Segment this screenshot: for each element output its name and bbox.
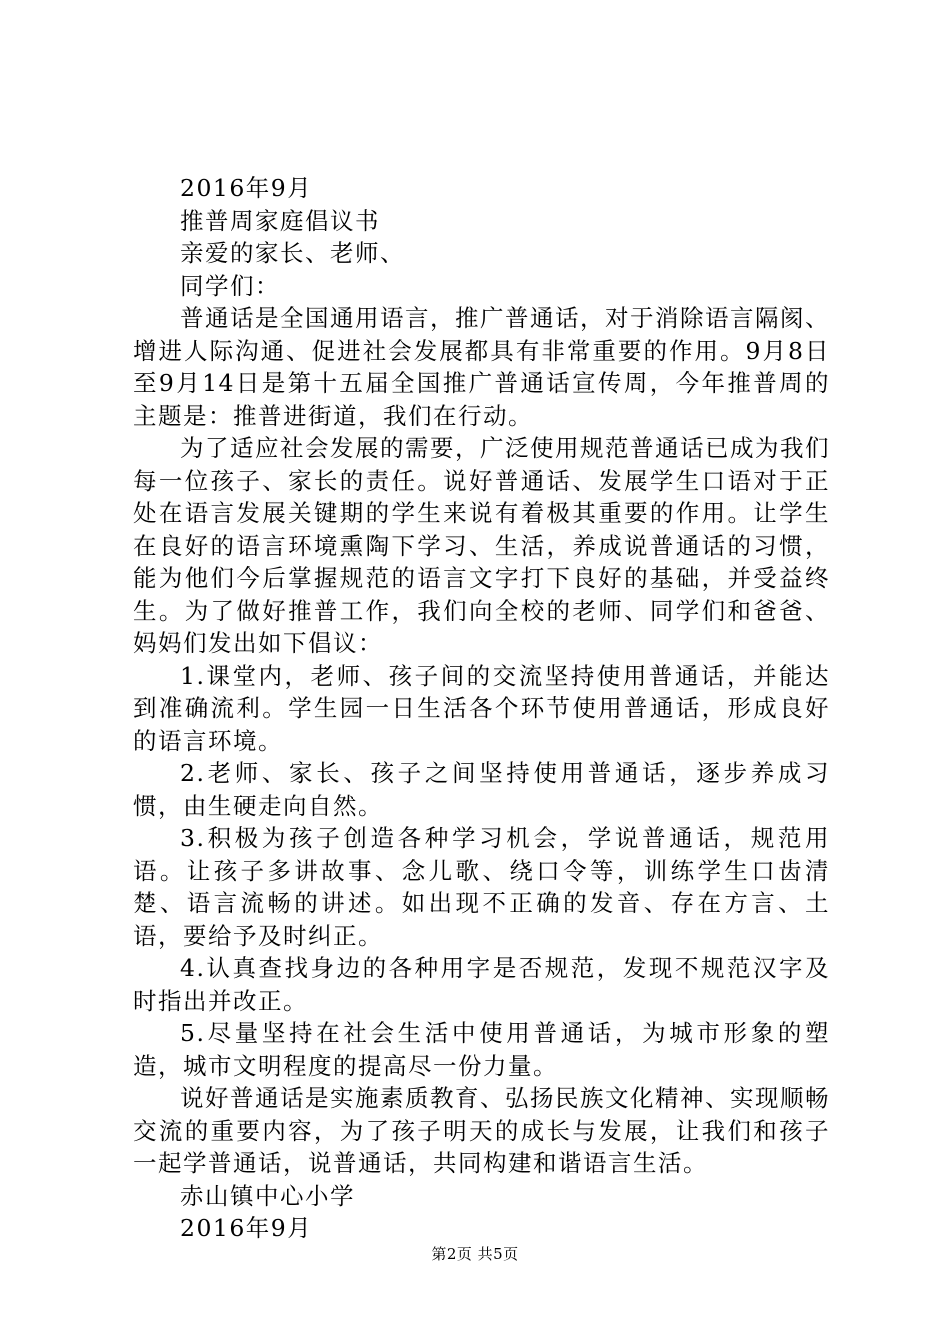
document-title: 推普周家庭倡议书 — [180, 206, 380, 235]
paragraph-closing: 说好普通话是实施素质教育、弘扬民族文化精神、实现顺畅交流的重要内容，为了孩子明天的成长与发展，让我们和孩子一起学普通话，说普通话，共同构建和谐语言生活。 — [133, 1084, 830, 1177]
proposal-item-3: 3.积极为孩子创造各种学习机会，学说普通话，规范用语。让孩子多讲故事、念儿歌、绕口令等，训练学生口齿清楚、语言流畅的讲述。如出现不正确的发音、存在方言、土语，要给予及时纠正。 — [133, 824, 830, 950]
proposal-item-2: 2.老师、家长、孩子之间坚持使用普通话，逐步养成习惯，由生硬走向自然。 — [133, 759, 830, 820]
page-footer — [0, 1244, 950, 1264]
paragraph-intro: 普通话是全国通用语言，推广普通话，对于消除语言隔阂、增进人际沟通、促进社会发展都具有非常重要的作用。9月8日至9月14日是第十五届全国推广普通话宣传周，今年推普周的主题是：推普进街道，我们在行动。 — [133, 304, 830, 430]
page-indicator: 第2页 共5页 — [431, 1245, 519, 1263]
proposal-item-4: 4.认真查找身边的各种用字是否规范，发现不规范汉字及时指出并改正。 — [133, 954, 830, 1015]
salutation-line-1: 亲爱的家长、老师、 — [180, 239, 405, 267]
signature-organization: 赤山镇中心小学 — [180, 1181, 355, 1210]
paragraph-purpose: 为了适应社会发展的需要，广泛使用规范普通话已成为我们每一位孩子、家长的责任。说好普通话、发展学生口语对于正处在语言发展关键期的学生来说有着极其重要的作用。让学生在良好的语言环境熏陶下学习、生活，养成说普通话的习惯，能为他们今后掌握规范的语言文字打下良好的基础，并受益终生。为了做好推普工作，我们向全校的老师、同学们和爸爸、妈妈们发出如下倡议： — [133, 434, 830, 657]
document-body — [133, 172, 830, 1245]
salutation-line-2: 同学们： — [180, 271, 280, 300]
date-line-bottom: 2016年9月 — [180, 1214, 313, 1242]
proposal-item-5: 5.尽量坚持在社会生活中使用普通话，为城市形象的塑造，城市文明程度的提高尽一份力量。 — [133, 1019, 830, 1080]
date-line-top: 2016年9月 — [180, 174, 313, 202]
proposal-item-1: 1.课堂内，老师、孩子间的交流坚持使用普通话，并能达到准确流利。学生园一日生活各个环节使用普通话，形成良好的语言环境。 — [133, 661, 830, 755]
